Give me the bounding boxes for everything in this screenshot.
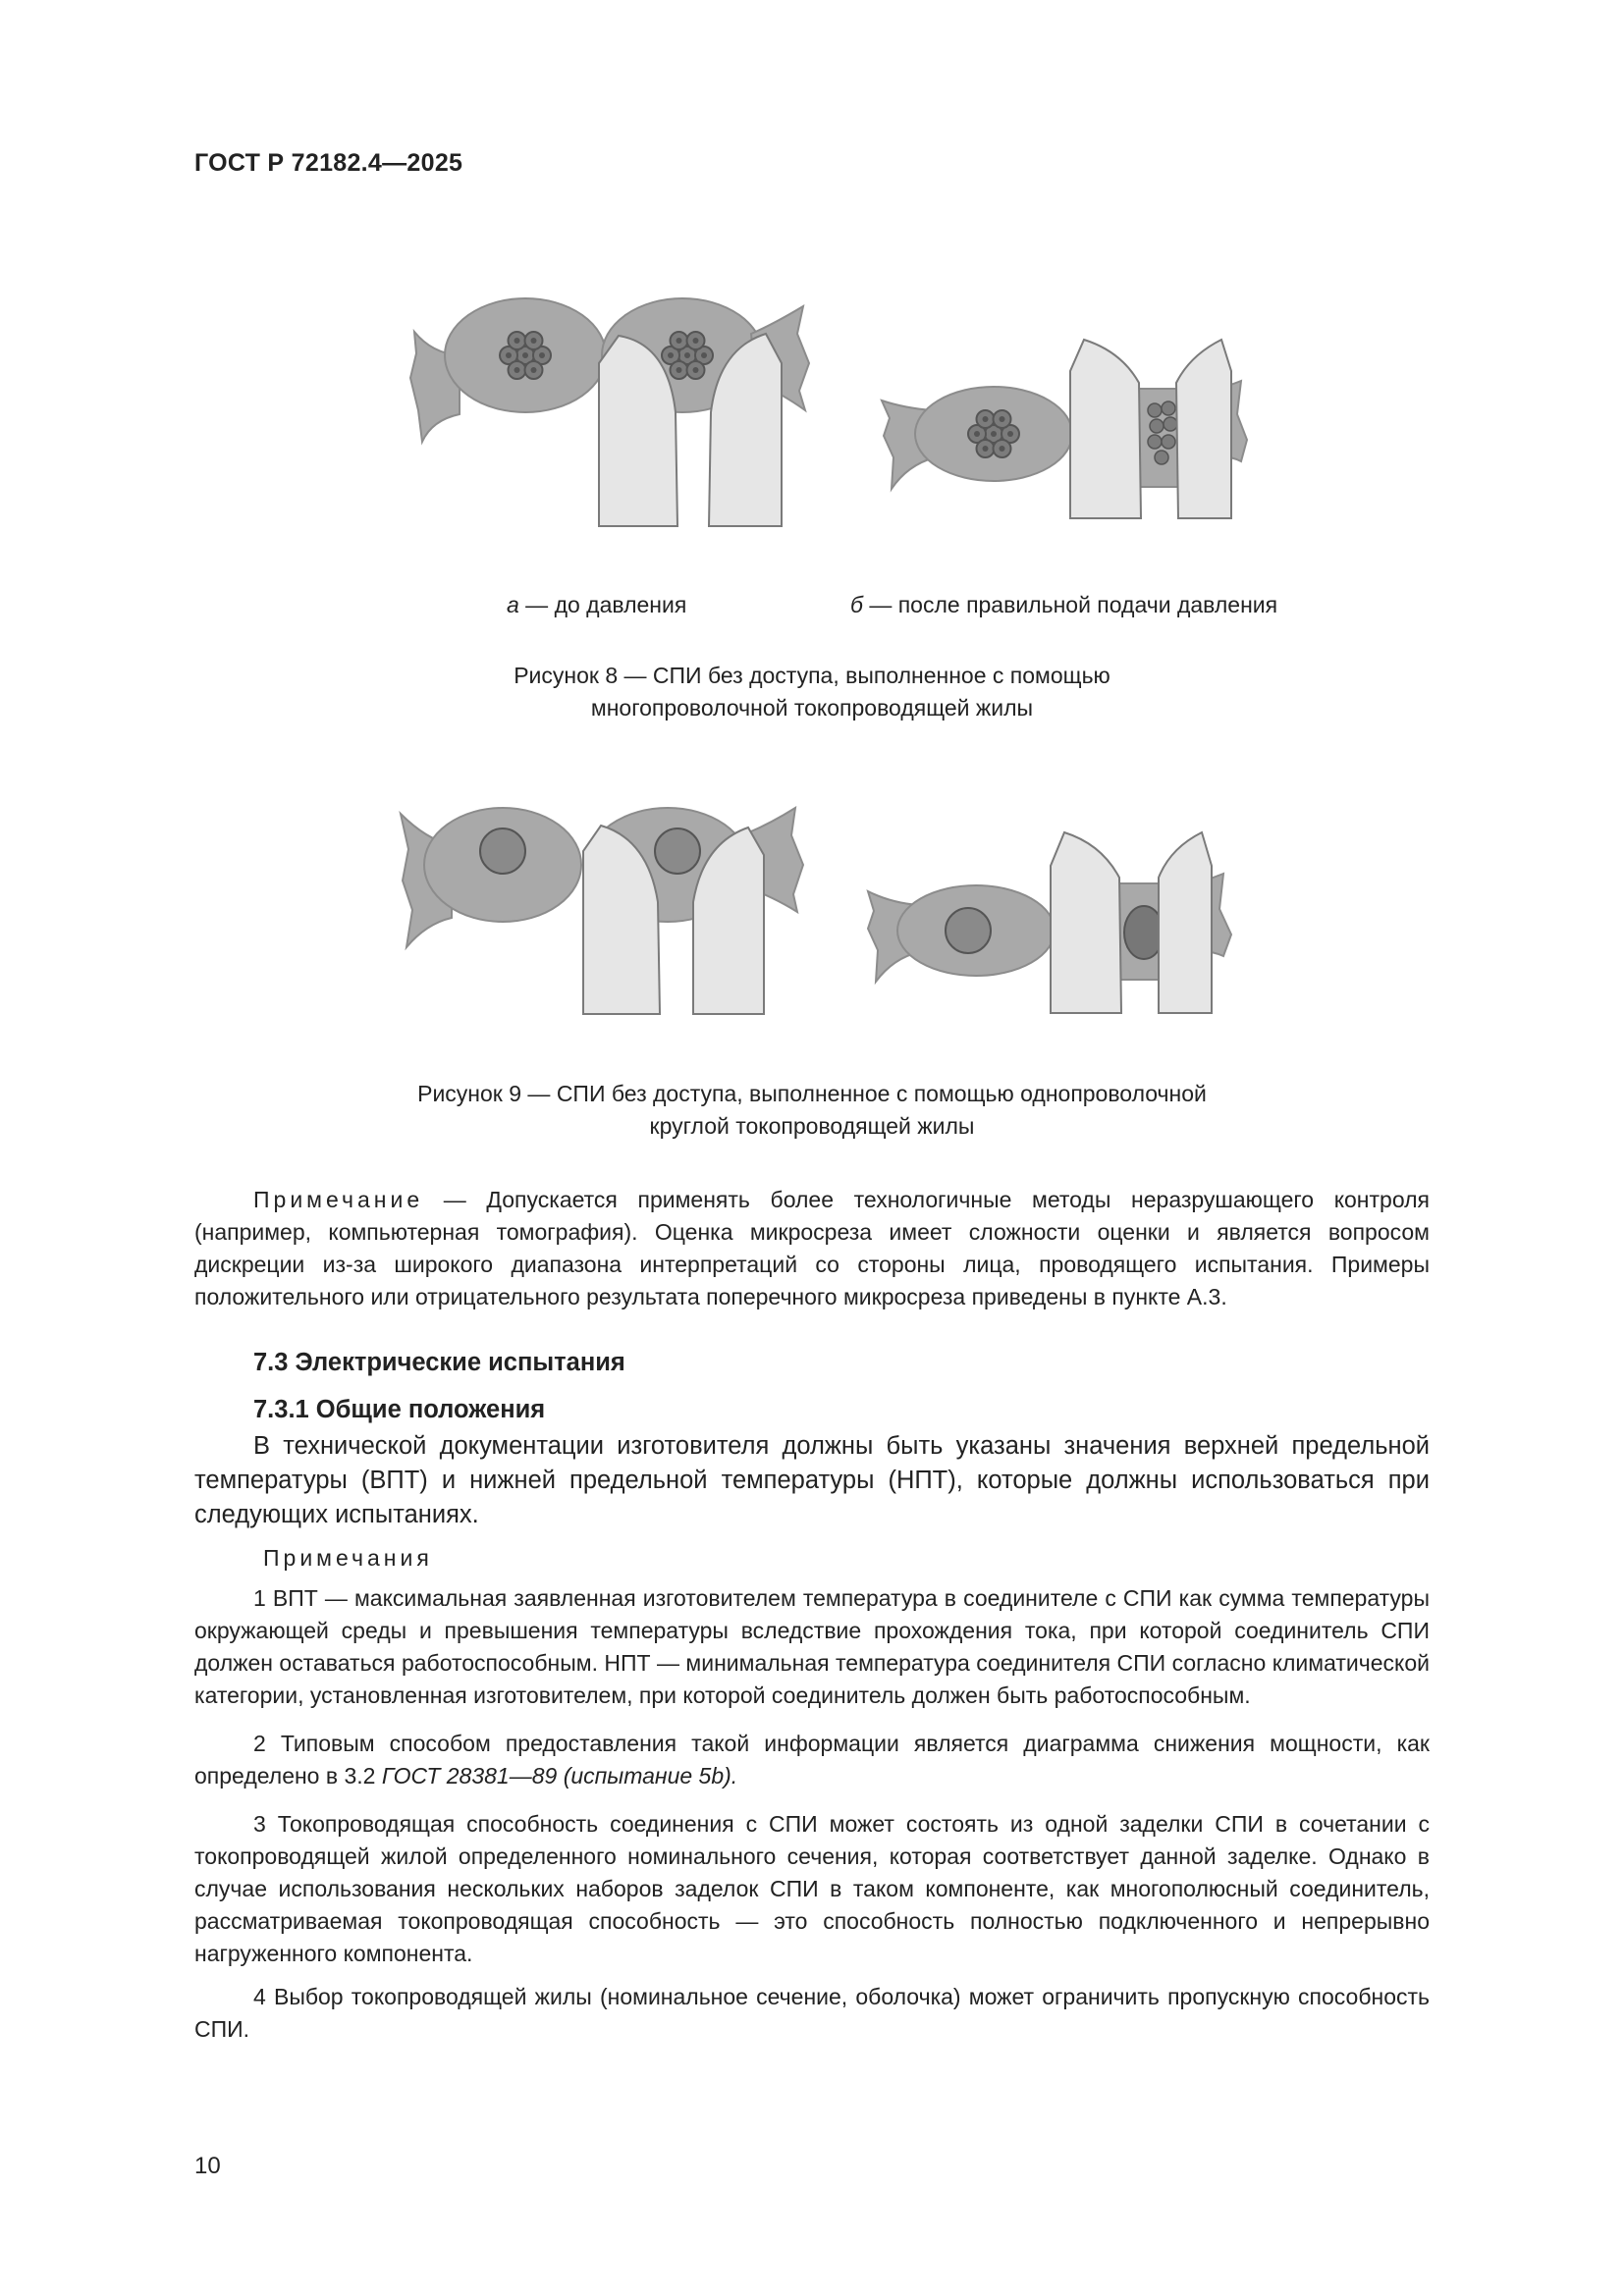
solid-core-right (655, 828, 700, 874)
figure-9b-illustration (858, 825, 1280, 1021)
figure-8-caption-line-1: Рисунок 8 — СПИ без доступа, выполненное с помощью (514, 663, 1110, 688)
note-4: 4 Выбор токопроводящей жилы (номинальное сечение, оболочка) может ограничить пропускную способность СПИ. (194, 1984, 1430, 2042)
figure-8-caption-line-2: многопроволочной токопроводящей жилы (590, 695, 1034, 721)
document-header: ГОСТ Р 72182.4—2025 (194, 149, 463, 177)
blade-9b-right (1159, 832, 1212, 1013)
figure-8b-letter: б (850, 592, 863, 617)
note-1: 1 ВПТ — максимальная заявленная изготовителем температура в соединителе с СПИ как сумма температуры окружающей среды и превышения температуры вследствие прохождения тока, при которой соединитель СПИ должен оставаться работоспособным. НПТ — минимальная температура соединителя СПИ согласно климатической категории, установленная изготовителем, при которой соединитель должен быть работоспособным. (194, 1585, 1430, 1708)
note-text: — Допускается применять более технологичные методы неразрушающего контроля (например, компьютерная томография). Оценка микросреза имеет сложности оценки и является вопросом дискреции из-за широкого диапазона интерпретаций со стороны лица, проводящего испытания. Примеры положительного или отрицательного результата поперечного микросреза приведены в пункте А.3. (194, 1187, 1430, 1309)
note-paragraph (194, 1184, 1430, 1313)
figure-9-caption-line-2: круглой токопроводящей жилы (649, 1113, 975, 1139)
note-2-reference: ГОСТ 28381—89 (испытание 5b). (381, 1763, 738, 1789)
stranded-core-left (500, 332, 551, 379)
figure-9a-illustration (393, 800, 815, 1021)
figure-8b-text: — после правильной подачи давления (862, 592, 1278, 617)
blade-b-left (1070, 340, 1141, 518)
blade-b-right (1176, 340, 1231, 518)
page-number: 10 (194, 2153, 221, 2179)
figure-8a-text: — до давления (518, 592, 687, 617)
section-7-3-1-text: В технической документации изготовителя должны быть указаны значения верхней предельной температуры (ВПТ) и нижней предельной температуры (НПТ), которые должны использоваться при следующих испытаниях. (194, 1432, 1430, 1528)
figure-8b-label (850, 592, 1277, 618)
figure-9-caption (0, 1078, 1624, 1143)
blade-9b-left (1051, 832, 1121, 1013)
figure-8a-illustration (403, 294, 825, 530)
figure-8-caption (0, 660, 1624, 724)
section-7-3-1-title: 7.3.1 Общие положения (253, 1396, 546, 1423)
note-2 (194, 1728, 1430, 1792)
note-label: Примечание (253, 1187, 424, 1212)
stranded-core-b (968, 410, 1019, 457)
figure-8b-illustration (876, 332, 1298, 528)
section-7-3-title: 7.3 Электрические испытания (253, 1349, 625, 1376)
figure-8a-letter: а (507, 592, 519, 617)
figure-9-caption-line-1: Рисунок 9 — СПИ без доступа, выполненное с помощью однопроволочной (417, 1081, 1207, 1106)
note-2-text: 2 Типовым способом предоставления такой информации является диаграмма снижения мощности, как определено в 3.2 (194, 1731, 1430, 1789)
stranded-core-right (662, 332, 713, 379)
solid-core-left (480, 828, 525, 874)
note-3: 3 Токопроводящая способность соединения с СПИ может состоять из одной заделки СПИ в сочетании с токопроводящей жилой определенного номинального сечения, которая соответствует данной заделке. Однако в случае использования нескольких наборов заделок СПИ в таком компоненте, как многополюсный соединитель, рассматриваемая токопроводящая способность — это способность полностью подключенного и непрерывно нагруженного компонента. (194, 1811, 1430, 1966)
solid-core-b-left (946, 908, 991, 953)
notes-label: Примечания (263, 1545, 433, 1571)
figure-8a-label (507, 592, 686, 618)
